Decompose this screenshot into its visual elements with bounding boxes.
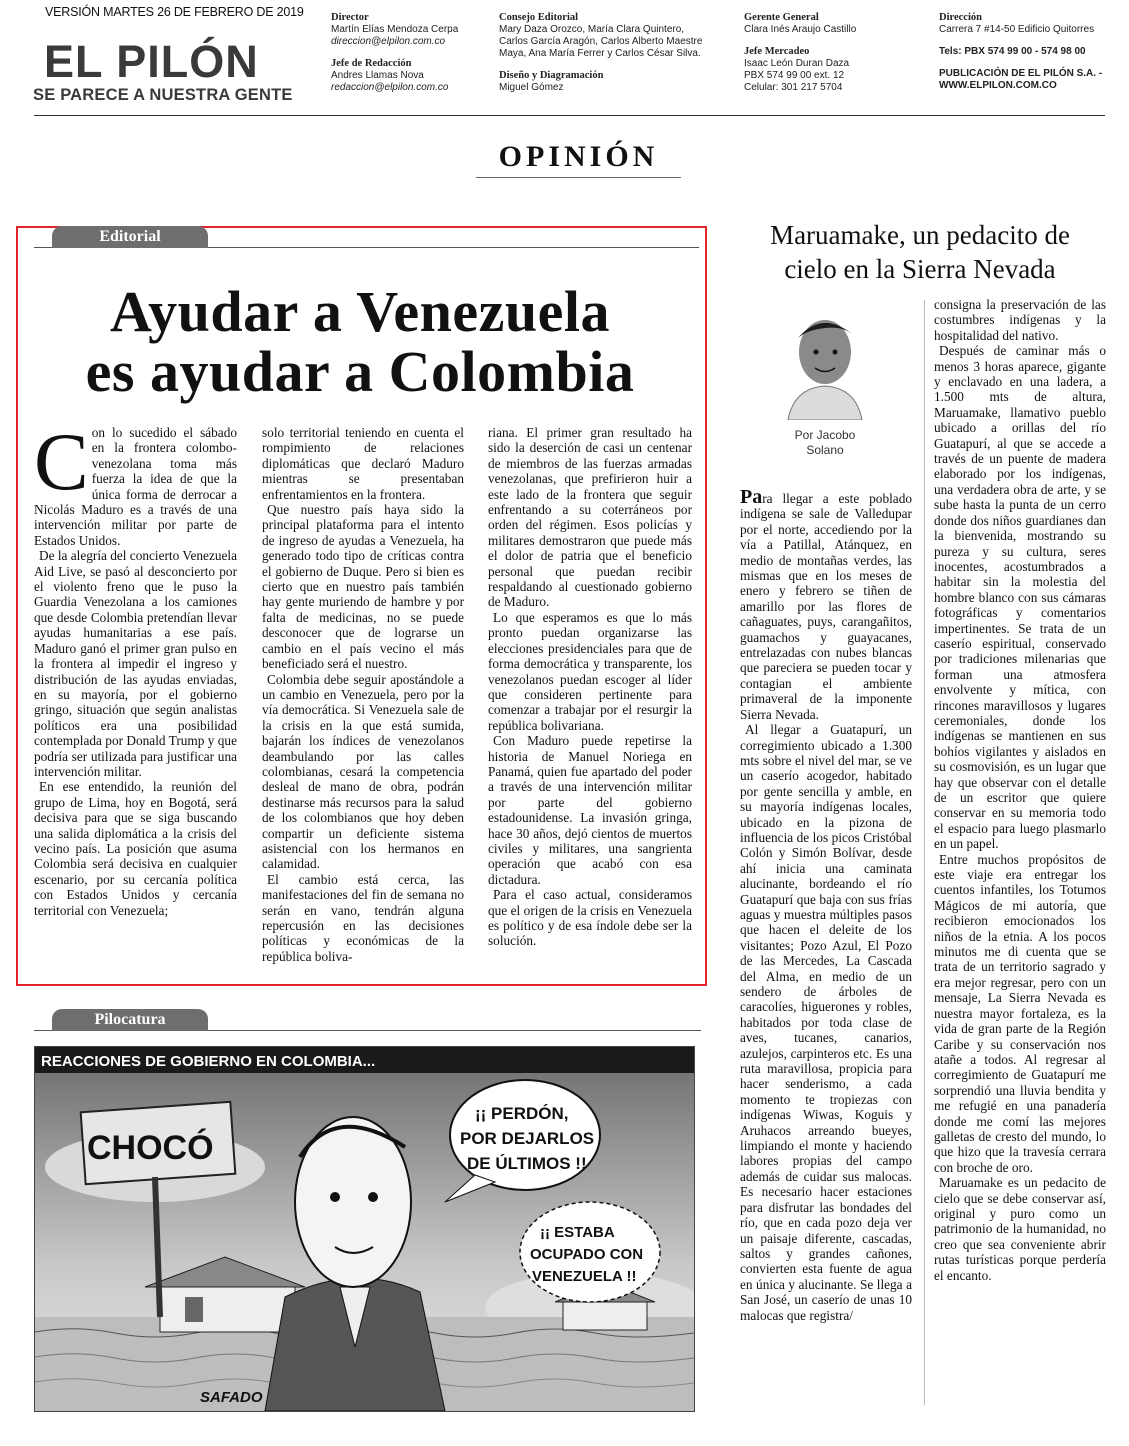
masthead-gerencia [744, 12, 924, 94]
author-photo [782, 310, 868, 420]
bubble-2-line-3: VENEZUELA !! [532, 1268, 637, 1285]
editorial-cartoon[interactable] [34, 1046, 695, 1412]
masthead-line: Clara Inés Araujo Castillo [744, 24, 857, 35]
masthead-line: Carlos García Aragón, Carlos Alberto Maestre [499, 36, 703, 47]
masthead-heading: Diseño y Diagramación [499, 70, 604, 81]
paragraph: Maruamake es un pedacito de cielo que se debe conservar así, original y puro como un patrimonio de la humanidad, no creo que sea conveniente abrir rutas turísticas porque perdería el encanto. [934, 1175, 1106, 1283]
paragraph: on lo sucedido el sábado en la frontera colombo-venezolana toma más fuerza la idea de que la única forma de derrocar a Nicolás Maduro es a través de una intervención militar por parte de Estados Unidos. [34, 425, 237, 548]
bubble-2-line-2: OCUPADO CON [530, 1246, 644, 1263]
section-rule [476, 177, 681, 178]
masthead-heading: Consejo Editorial [499, 12, 579, 23]
website-link[interactable]: WWW.ELPILON.COM.CO [939, 80, 1057, 91]
opinion-headline-line-1: Maruamake, un pedacito de [770, 220, 1070, 250]
paragraph: Lo que esperamos es que lo más pronto puedan organizarse las elecciones presidenciales para que de forma democrática y transparente, los venezolanos puedan escoger al líder que consideren pertinente para comenzar a trabajar por el resurgir la república bolivariana. [488, 609, 692, 733]
paragraph: Al llegar a Guatapurí, un corregimiento ubicado a 1.300 mts sobre el nivel del mar, se ve un caserío acogedor, habitado por gente sencilla y amble, en su mayoría indígenas locales, ubicado en la pizona de influencia de los picos Cristóbal Colón y Simón Bolívar, desde ahí inicia una caminata alucinante, bordeando el río Guatapurí que baja con sus frías aguas y muestra múltiples pasos que hacen el deleite de los visitantes; Pozo Azul, El Pozo de las Mercedes, La Cascada del Alma, en medio de un sendero de árboles de caracolíes, higuerones y robles, habitados por toda clase de aves, tucanes, canarios, azulejos, carpinteros etc. Es una ruta maravillosa, propicia para hacer senderismo, a cada momento te tropiezas con indígenas Wiwas, Koguis y Aruhacos arreando bueyes, limpiando el monte y haciendo labores propias del campo además de cuidar sus malocas. Es necesario hacer estaciones para disfrutar las bondades del río, que en cada pozo deja ver un paisaje diferente, cascadas, saltos y grandes cañones, convierten esta fuente de agua en única y alucinante. Se llega a San José, un caserío de unas 10 malocas que registra/ [740, 722, 912, 1323]
masthead-line: Martín Elías Mendoza Cerpa [331, 24, 459, 35]
masthead-phone: Tels: PBX 574 99 00 - 574 98 00 [939, 46, 1086, 57]
drop-cap: Pa [740, 486, 763, 508]
cartoon-sign-text: CHOCÓ [87, 1129, 214, 1167]
masthead-publisher: PUBLICACIÓN DE EL PILÓN S.A. - [939, 68, 1103, 79]
masthead-line: PBX 574 99 00 ext. 12 [744, 70, 845, 81]
headline-line-2: es ayudar a Colombia [85, 339, 635, 404]
masthead-heading: Dirección [939, 12, 982, 23]
opinion-headline[interactable] [735, 218, 1105, 286]
section-title: OPINIÓN [498, 140, 659, 173]
cartoonist-signature: SAFADO [200, 1389, 263, 1406]
masthead-line: Maya, Ana María Ferrer y Carlos César Silva. [499, 48, 701, 59]
paragraph: Colombia debe seguir apostándole a un cambio en Venezuela, pero por la vía democrática. Si Venezuela sale de la crisis en la que está sumida, bajarán los índices de venezolanos deambulando por las calles colombianas, cesará la competencia desleal de mano de obra, podrán destinarse más recursos para la salud de los colombianos que hoy deben compartir un deficiente sistema asistencial con los hermanos en calamidad. [262, 671, 464, 872]
tab-editorial[interactable]: Editorial [52, 226, 208, 248]
bubble-1-line-3: DE ÚLTIMOS !! [467, 1154, 587, 1173]
cartoon-banner: REACCIONES DE GOBIERNO EN COLOMBIA... [41, 1053, 376, 1070]
bubble-1-line-1: ¡¡ PERDÓN, [475, 1104, 569, 1123]
masthead-heading: Jefe de Redacción [331, 58, 412, 69]
header-rule [34, 115, 1105, 116]
edition-date: VERSIÓN MARTES 26 DE FEBRERO DE 2019 [45, 5, 304, 19]
masthead-director [331, 12, 491, 94]
masthead-heading: Director [331, 12, 369, 23]
paragraph: solo territorial teniendo en cuenta el rompimiento de relaciones diplomáticas que declaró Maduro mientras se presentaban enfrentamientos en la frontera. [262, 425, 464, 502]
paragraph: En ese entendido, la reunión del grupo de Lima, hoy en Bogotá, será decisiva para que se siga buscando una salida diplomática a la crisis del vecino país. La posición que asuma Colombia será decisiva en cualquier escenario, por su cercanía política con Estados Unidos y cercanía territorial con Venezuela; [34, 779, 237, 918]
paragraph: Después de caminar más o menos 3 horas aparece, gigante y enclavado en una ladera, a 1.500 mts de altura, Maruamake, llamativo pueblo ubicado a orillas del río Guatapurí, al que se accede a través de un puente de madera elaborado por los indígenas, una verdadera obra de arte, y se sube hasta la punta de un cerro donde dos niños guardianes dan la bienvenida, mostrando su pureza y su cultura, seres inocentes, acostumbrados a habitar sin la molestia del hombre blanco con sus cámaras fotográficas y comentarios impertinentes. Se trata de un caserío espiritual, conservado por tradiciones milenarias que forman una atmosfera envolvente y mítica, con rincones maravillosos y lugares ceremoniales, donde los indígenas se mantienen en sus bohíos vigilantes y aislados en su cosmovisión, es un lugar que hay que observar con el detalle de un escritor que quiere conservar en su memoria todo el espacio para luego plasmarlo en un papel. [934, 343, 1106, 852]
masthead-line: Mary Daza Orozco, María Clara Quintero, [499, 24, 685, 35]
paragraph: Con Maduro puede repetirse la historia de Manuel Noriega en Panamá, quien fue apartado del poder a través de una intervención militar por parte del gobierno estadounidense. La invasión gringa, hace 30 años, dejó cientos de muertos civiles y militares, una sangrienta operación que acabó con esa dictadura. [488, 733, 692, 887]
opinion-column-2 [934, 297, 1106, 1283]
byline-line-1: Por Jacobo [794, 428, 856, 442]
masthead-line: Andres Llamas Nova [331, 70, 424, 81]
email-link[interactable]: direccion@elpilon.com.co [331, 36, 446, 47]
editorial-column-1 [34, 416, 237, 918]
masthead-line: Carrera 7 #14-50 Edificio Quitorres [939, 24, 1095, 35]
author-byline [780, 428, 870, 458]
newspaper-logo[interactable]: EL PILÓN [44, 36, 259, 87]
editorial-headline[interactable] [20, 279, 700, 404]
paragraph: Que nuestro país haya sido la principal plataforma para el intento de ingreso de ayudas a Venezuela, ha generado todo tipo de críticas contra el gobierno de Duque. Pero si bien es cierto que en nuestro país también hay gente muriendo de hambre y por falta de medicinas, no se puede desconocer que de lograrse un cambio en el país vecino el más beneficiado será el nuestro. [262, 502, 464, 672]
column-divider [924, 300, 925, 1405]
newspaper-tagline: SE PARECE A NUESTRA GENTE [33, 86, 293, 104]
editorial-column-3 [488, 425, 692, 949]
paragraph: Para el caso actual, consideramos que el origen de la crisis en Venezuela es político y de esa índole debe ser la solución. [488, 887, 692, 949]
paragraph: De la alegría del concierto Venezuela Aid Live, se pasó al desconcierto por el violento freno que le puso la Guardia Venezolana a los camiones que desde Colombia pretendían llevar ayudas humanitarias a ese país. Maduro ganó el primer gran pulso en la frontera al impedir el ingreso y distribución de las ayudas enviadas, en su mayoría, por el gobierno gringo, situación que según analistas políticos era una posibilidad contemplada por Donald Trump y que podría ser utilizada para justificar una intervención militar. [34, 548, 237, 779]
masthead-consejo [499, 12, 724, 94]
masthead-heading: Gerente General [744, 12, 819, 23]
headline-line-1: Ayudar a Venezuela [110, 279, 610, 344]
bubble-2-line-1: ¡¡ ESTABA [540, 1224, 615, 1241]
paragraph: consigna la preservación de las costumbres indígenas y la hospitalidad del nativo. [934, 297, 1106, 343]
paragraph: El cambio está cerca, las manifestaciones del fin de semana no serán en vano, tendrán alguna repercusión en las decisiones políticas y económicas de la república boliva- [262, 871, 464, 964]
paragraph: Entre muchos propósitos de este viaje era entregar los cuentos infantiles, los Totumos Mágicos de mi autoría, que recibieron emocionados los niños de la etnia. A los pocos minutos me di cuenta que se trata de un territorio sagrado y era mejor regresar, pero con un mensaje, La Sierra Nevada es nuestra mayor fortaleza, es la vida de gran parte de la Región Caribe y su conservación nos atañe a todos. Al regresar al corregimiento de Guatapurí me sorprendió una lluvia bendita y me refugié en una panadería donde me comí las mejores galletas de cresto del mundo, lo que hizo que la travesía cerrara con broche de oro. [934, 851, 1106, 1175]
paragraph: ra llegar a este poblado indígena se sale de Valledupar por el norte, accediendo por la vía a Patillal, Atánquez, en medio de montañas verdes, las mismas que en los meses de enero y febrero se tiñen de amarillo por las flores de cañaguates, puys, carangañitos, guamachos y guayacanes, entrelazadas con nubes blancas que pareciera se pueden tocar y contagian el ambiente primaveral de la imponente Sierra Nevada. [740, 491, 912, 722]
opinion-headline-line-2: cielo en la Sierra Nevada [784, 254, 1056, 284]
drop-cap: C [34, 416, 89, 507]
masthead-line: Celular: 301 217 5704 [744, 82, 843, 93]
bubble-1-line-2: POR DEJARLOS [460, 1129, 595, 1148]
opinion-column-1 [740, 486, 912, 1323]
cartoon-illustration [35, 1047, 694, 1411]
masthead-direccion [939, 12, 1114, 92]
masthead-line: Miguel Gómez [499, 82, 564, 93]
masthead-heading: Jefe Mercadeo [744, 46, 810, 57]
byline-line-2: Solano [806, 443, 844, 457]
paragraph: riana. El primer gran resultado ha sido la deserción de casi un centenar de miembros de las fuerzas armadas venezolanas, que prefirieron huir a este lado de la frontera que seguir enfrentando a su coterráneos por orden del régimen. Esos policías y militares demostraron que puede más el dolor de patria que el beneficio personal que puedan recibir respaldando al cuestionado gobierno de Maduro. [488, 425, 692, 610]
email-link[interactable]: redaccion@elpilon.com.co [331, 82, 449, 93]
editorial-column-2 [262, 425, 464, 964]
masthead-line: Isaac León Duran Daza [744, 58, 850, 69]
tab-pilocatura[interactable]: Pilocatura [52, 1009, 208, 1031]
